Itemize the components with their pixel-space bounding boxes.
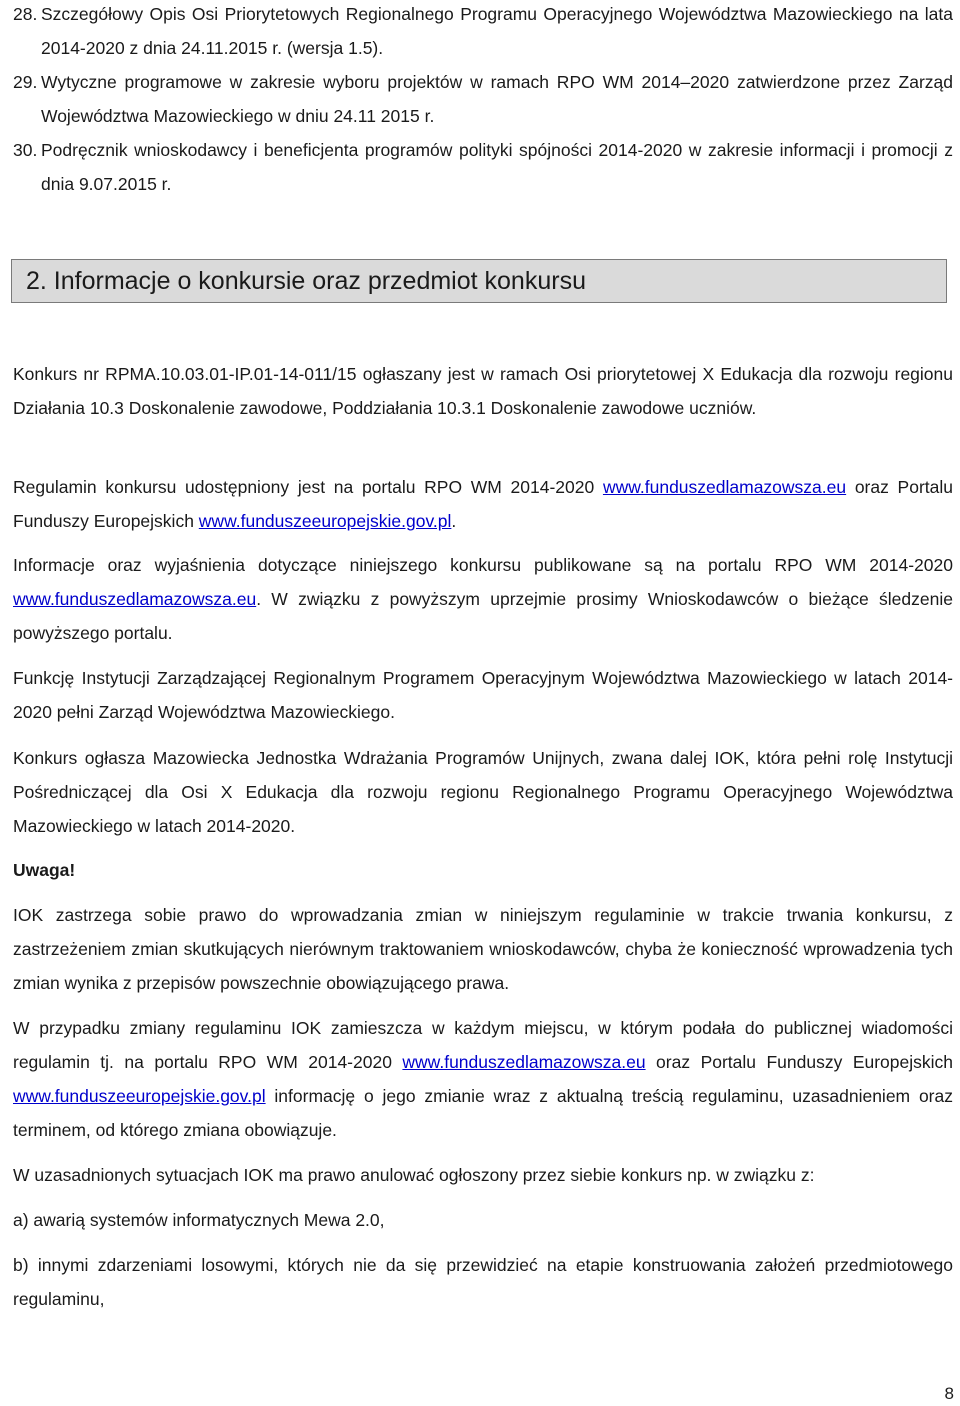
zmiana-text-3: informację o jego zmianie wraz z aktualną treścią regulaminu, uzasadnieniem oraz terminem, od którego zmiana obowiązuje. — [13, 1086, 953, 1140]
funduszeeuropejskie-link[interactable]: www.funduszeeuropejskie.gov.pl — [13, 1086, 266, 1106]
paragraph-anulowac: W uzasadnionych sytuacjach IOK ma prawo anulować ogłoszony przez siebie konkurs np. w związku z: — [13, 1165, 815, 1185]
funduszedlamazowsza-link[interactable]: www.funduszedlamazowsza.eu — [602, 477, 847, 497]
list-item-b: b) innymi zdarzeniami losowymi, których nie da się przewidzieć na etapie konstruowania założeń przedmiotowego regulaminu, — [13, 1255, 953, 1309]
list-item-text: Wytyczne programowe w zakresie wyboru projektów w ramach RPO WM 2014–2020 zatwierdzone przez Zarząd Województwa Mazowieckiego w dniu 24.11 2015 r. — [41, 72, 953, 126]
paragraph-oglasza: Konkurs ogłasza Mazowiecka Jednostka Wdrażania Programów Unijnych, zwana dalej IOK, która pełni rolę Instytucji Pośredniczącej dla Osi X Edukacja dla rozwoju regionu Regionalnego Programu Operacyjnego Województwa Mazowieckiego w latach 2014-2020. — [13, 748, 953, 836]
list-item-text: Szczegółowy Opis Osi Priorytetowych Regionalnego Programu Operacyjnego Województwa Mazowieckiego na lata 2014-2020 z dnia 24.11.2015 r. (wersja 1.5). — [41, 4, 953, 58]
funduszedlamazowsza-link[interactable]: www.funduszedlamazowsza.eu — [402, 1052, 646, 1072]
list-item — [13, 0, 953, 65]
zmiana-text-2: oraz Portalu Funduszy Europejskich — [645, 1052, 954, 1072]
paragraph-konkurs: Konkurs nr RPMA.10.03.01-IP.01-14-011/15 ogłaszany jest w ramach Osi priorytetowej X Edukacja dla rozwoju regionu Działania 10.3 Doskonalenie zawodowe, Poddziałania 10.3.1 Doskonalenie zawodowe uczniów. — [13, 364, 953, 418]
page-number: 8 — [944, 1384, 954, 1403]
paragraph-funkcje: Funkcję Instytucji Zarządzającej Regionalnym Programem Operacyjnym Województwa Mazowieckiego w latach 2014-2020 pełni Zarząd Województwa Mazowieckiego. — [13, 668, 953, 722]
paragraph-zastrzega: IOK zastrzega sobie prawo do wprowadzania zmian w niniejszym regulaminie w trakcie trwania konkursu, z zastrzeżeniem zmian skutkujących nierównym traktowaniem wnioskodawców, chyba że konieczność wprowadzenia tych zmian wynika z przepisów powszechnie obowiązującego prawa. — [13, 905, 953, 993]
informacje-text-1: Informacje oraz wyjaśnienia dotyczące niniejszego konkursu publikowane są na portalu RPO WM 2014-2020 — [13, 555, 953, 575]
reference-list — [13, 0, 953, 201]
informacje-text-2: . W związku z powyższym uprzejmie prosimy Wnioskodawców o bieżące śledzenie powyższego portalu. — [13, 589, 953, 643]
regulamin-text-2: oraz Portalu Funduszy Europejskich — [13, 477, 954, 531]
list-item-text: Podręcznik wnioskodawcy i beneficjenta programów polityki spójności 2014-2020 w zakresie informacji i promocji z dnia 9.07.2015 r. — [41, 140, 953, 194]
paragraph-regulamin — [13, 470, 953, 538]
list-item-number: 29. — [13, 72, 38, 92]
section-heading-box — [11, 259, 947, 303]
section-heading: 2. Informacje o konkursie oraz przedmiot konkursu — [26, 267, 586, 295]
paragraph-informacje — [13, 548, 953, 650]
uwaga-label: Uwaga! — [13, 860, 76, 880]
regulamin-text-1: Regulamin konkursu udostępniony jest na portalu RPO WM 2014-2020 — [13, 477, 603, 497]
list-item — [13, 65, 953, 133]
list-item-a: a) awarią systemów informatycznych Mewa 2.0, — [13, 1210, 385, 1230]
regulamin-text-3: . — [451, 511, 457, 531]
paragraph-zmiana — [13, 1011, 953, 1147]
list-item-number: 28. — [13, 4, 38, 24]
zmiana-text-1: W przypadku zmiany regulaminu IOK zamieszcza w każdym miejscu, w którym podała do publicznej wiadomości regulamin tj. na portalu RPO WM 2014-2020 — [13, 1018, 953, 1072]
funduszeeuropejskie-link[interactable]: www.funduszeeuropejskie.gov.pl — [198, 511, 452, 531]
list-item — [13, 133, 953, 201]
list-item-number: 30. — [13, 140, 38, 160]
funduszedlamazowsza-link[interactable]: www.funduszedlamazowsza.eu — [13, 589, 257, 609]
